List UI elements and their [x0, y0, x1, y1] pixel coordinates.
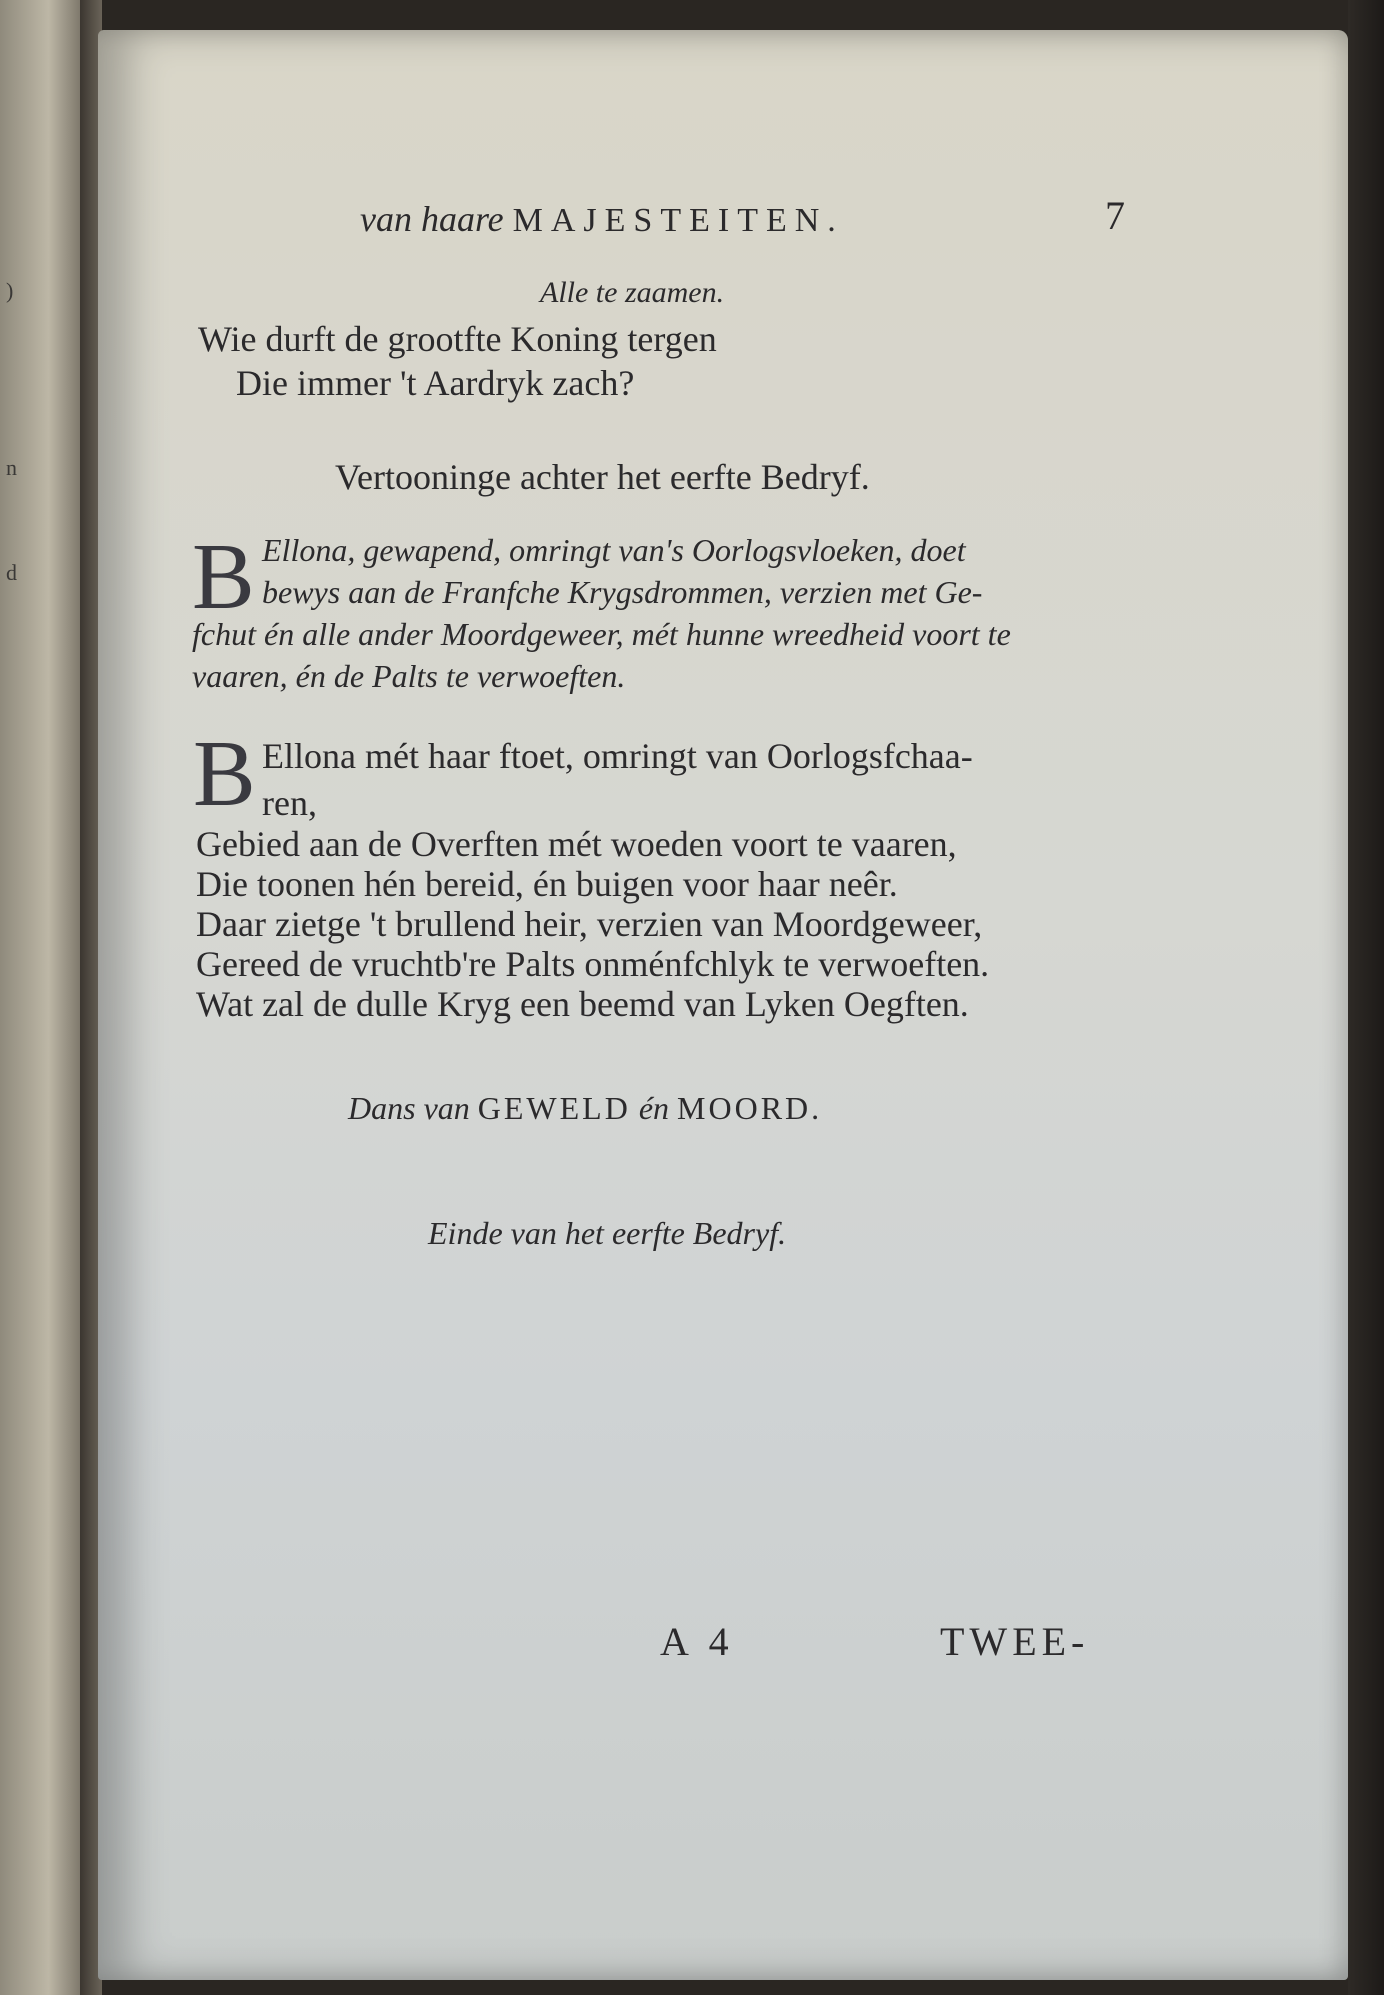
- catchword: TWEE-: [940, 1619, 1090, 1664]
- argument-line: Ellona, gewapend, omringt van's Oorlogsvloeken, doet: [262, 532, 966, 568]
- stanza-line: Wat zal de dulle Kryg een beemd van Lyken Oegften.: [196, 984, 969, 1024]
- act-ending: Einde van het eerfte Bedryf.: [428, 1215, 787, 1251]
- stanza-line: ren,: [262, 783, 317, 823]
- speaker-heading: Alle te zaamen.: [540, 276, 725, 309]
- running-head-prefix: van haare: [360, 199, 504, 239]
- argument-initial: B: [192, 525, 255, 629]
- argument-line: fchut én alle ander Moordgeweer, mét hunne wreedheid voort te: [192, 616, 1011, 652]
- dance-first: GEWELD: [477, 1090, 631, 1126]
- chorus-line: Die immer 't Aardryk zach?: [236, 363, 635, 403]
- section-heading: Vertooninge achter het eerfte Bedryf.: [335, 457, 870, 497]
- stanza-initial: B: [193, 722, 256, 826]
- argument-line: vaaren, én de Palts te verwoeften.: [192, 658, 626, 694]
- left-page-edge: [0, 0, 88, 1995]
- dance-conjunction: én: [638, 1090, 670, 1126]
- dance-heading: [348, 1090, 822, 1127]
- book-cover-edge: [1348, 0, 1384, 1995]
- stanza-line: Die toonen hén bereid, én buigen voor haar neêr.: [196, 864, 898, 904]
- left-page-fragment: d: [6, 560, 17, 585]
- running-head: [360, 198, 844, 240]
- signature-mark: A 4: [660, 1619, 735, 1664]
- left-page-fragment: ): [6, 278, 14, 303]
- running-head-title: MAJESTEITEN.: [512, 202, 844, 239]
- left-page-fragment: n: [6, 455, 17, 480]
- dance-prefix: Dans van: [348, 1090, 470, 1126]
- stanza-line: Gebied aan de Overften mét woeden voort te vaaren,: [196, 824, 957, 864]
- stanza-line: Ellona mét haar ftoet, omringt van Oorlogsfchaa-: [262, 736, 973, 776]
- stanza-line: Daar zietge 't brullend heir, verzien van Moordgeweer,: [196, 904, 983, 944]
- stanza-line: Gereed de vruchtb're Palts onménfchlyk te verwoeften.: [196, 944, 990, 984]
- argument-line: bewys aan de Franfche Krygsdrommen, verzien met Ge-: [262, 574, 983, 610]
- chorus-line: Wie durft de grootfte Koning tergen: [198, 319, 717, 359]
- dance-second: MOORD.: [677, 1090, 823, 1126]
- page-number: 7: [1105, 193, 1125, 238]
